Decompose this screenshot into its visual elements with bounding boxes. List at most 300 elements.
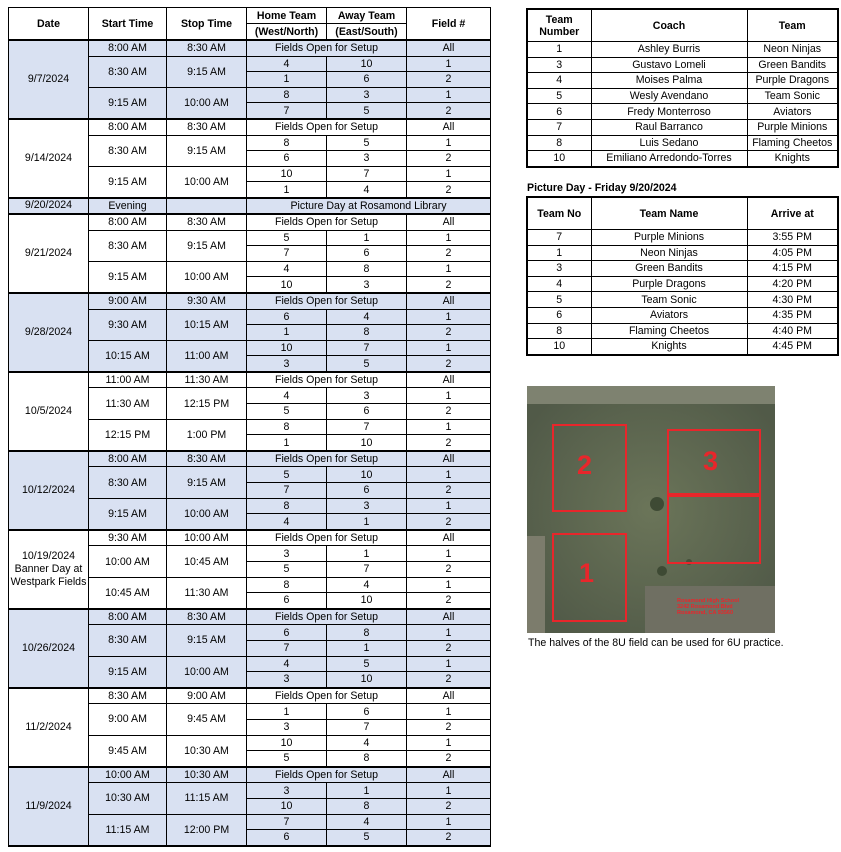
field-number: 1: [407, 261, 491, 277]
schedule-week-block: [9, 451, 491, 530]
picture-day-team-row: [527, 323, 838, 339]
setup-label: Fields Open for Setup: [247, 293, 407, 309]
slot-stop-time: 11:15 AM: [167, 783, 247, 814]
home-team-number: 3: [247, 356, 327, 372]
slot-stop-time: 9:15 AM: [167, 135, 247, 166]
setup-start-time: 8:00 AM: [89, 609, 167, 625]
field-number: 2: [407, 562, 491, 578]
slot-stop-time: 11:00 AM: [167, 340, 247, 372]
home-team-number: 3: [247, 783, 327, 799]
picture-day-start: Evening: [89, 198, 167, 214]
setup-label: Fields Open for Setup: [247, 609, 407, 625]
team-row: [527, 57, 838, 73]
field-number-3: 3: [703, 446, 719, 476]
header-home-team: Home Team: [247, 8, 327, 24]
picture-day-text: Picture Day at Rosamond Library: [247, 198, 491, 214]
slot-stop-time: 1:00 PM: [167, 419, 247, 451]
team-no: 8: [527, 323, 591, 339]
setup-label: Fields Open for Setup: [247, 688, 407, 704]
team-name: Flaming Cheetos: [591, 323, 747, 339]
header-team-number: Team Number: [527, 9, 591, 42]
coach-name: Ashley Burris: [591, 42, 747, 58]
field-number: 2: [407, 182, 491, 198]
away-team-number: 8: [327, 625, 407, 641]
picture-day-table: [526, 196, 839, 356]
team-row: [527, 42, 838, 58]
slot-stop-time: 11:30 AM: [167, 577, 247, 609]
arrive-time: 4:40 PM: [747, 323, 838, 339]
setup-start-time: 9:00 AM: [89, 293, 167, 309]
home-team-number: 10: [247, 277, 327, 293]
setup-start-time: 9:30 AM: [89, 530, 167, 546]
home-team-number: 4: [247, 56, 327, 72]
home-team-number: 7: [247, 246, 327, 262]
school-name: Rosamond High School: [677, 598, 740, 604]
field-number: 2: [407, 103, 491, 119]
away-team-number: 3: [327, 277, 407, 293]
week-date: 9/7/2024: [9, 40, 89, 119]
home-team-number: 8: [247, 498, 327, 514]
field-number: 2: [407, 435, 491, 451]
field-number: 1: [407, 388, 491, 404]
home-team-number: 7: [247, 814, 327, 830]
slot-stop-time: 10:30 AM: [167, 735, 247, 767]
setup-row: [9, 688, 491, 704]
coach-name: Raul Barranco: [591, 119, 747, 135]
field-number: 2: [407, 514, 491, 530]
team-no: 1: [527, 245, 591, 261]
team-name: Purple Dragons: [591, 276, 747, 292]
slot-stop-time: 9:15 AM: [167, 56, 247, 87]
away-team-number: 10: [327, 672, 407, 688]
school-city: Rosamond, CA 93560: [677, 610, 734, 616]
field-number: 1: [407, 56, 491, 72]
away-team-number: 7: [327, 719, 407, 735]
setup-start-time: 8:00 AM: [89, 40, 167, 56]
schedule-week-block: [9, 372, 491, 451]
home-team-number: 1: [247, 72, 327, 88]
setup-field-all: All: [407, 609, 491, 625]
home-team-number: 6: [247, 593, 327, 609]
header-team-no: Team No: [527, 197, 591, 230]
setup-stop-time: 8:30 AM: [167, 451, 247, 467]
home-team-number: 10: [247, 735, 327, 751]
setup-stop-time: 8:30 AM: [167, 609, 247, 625]
setup-label: Fields Open for Setup: [247, 767, 407, 783]
away-team-number: 7: [327, 419, 407, 435]
picture-day-team-row: [527, 339, 838, 355]
field-number: 1: [407, 546, 491, 562]
picture-day-block: [9, 198, 491, 214]
slot-start-time: 9:15 AM: [89, 261, 167, 293]
setup-label: Fields Open for Setup: [247, 40, 407, 56]
home-team-number: 7: [247, 483, 327, 499]
away-team-number: 8: [327, 751, 407, 767]
slot-start-time: 9:15 AM: [89, 656, 167, 688]
slot-stop-time: 10:15 AM: [167, 309, 247, 340]
arrive-time: 4:15 PM: [747, 261, 838, 277]
setup-row: [9, 609, 491, 625]
setup-start-time: 10:00 AM: [89, 767, 167, 783]
header-team: Team: [747, 9, 838, 42]
slot-start-time: 10:45 AM: [89, 577, 167, 609]
team-no: 5: [527, 292, 591, 308]
picture-day-row: [9, 198, 491, 214]
home-team-number: 5: [247, 404, 327, 420]
setup-field-all: All: [407, 119, 491, 135]
field-number: 1: [407, 656, 491, 672]
field-number: 1: [407, 419, 491, 435]
week-date: 10/26/2024: [9, 609, 89, 688]
setup-row: [9, 767, 491, 783]
header-arrive-at: Arrive at: [747, 197, 838, 230]
picture-day-team-row: [527, 292, 838, 308]
slot-start-time: 9:15 AM: [89, 498, 167, 530]
team-number: 7: [527, 119, 591, 135]
home-team-number: 6: [247, 151, 327, 167]
away-team-number: 6: [327, 404, 407, 420]
home-team-number: 8: [247, 577, 327, 593]
slot-start-time: 8:30 AM: [89, 625, 167, 656]
team-no: 4: [527, 276, 591, 292]
setup-stop-time: 9:00 AM: [167, 688, 247, 704]
setup-field-all: All: [407, 293, 491, 309]
picture-day-title: Picture Day - Friday 9/20/2024: [527, 182, 677, 194]
team-no: 6: [527, 307, 591, 323]
setup-start-time: 11:00 AM: [89, 372, 167, 388]
slot-stop-time: 9:15 AM: [167, 467, 247, 498]
away-team-number: 5: [327, 356, 407, 372]
field-number: 1: [407, 166, 491, 182]
setup-stop-time: 9:30 AM: [167, 293, 247, 309]
week-date: 9/14/2024: [9, 119, 89, 198]
team-number: 5: [527, 88, 591, 104]
slot-stop-time: 10:00 AM: [167, 166, 247, 198]
team-row: [527, 135, 838, 151]
away-team-number: 6: [327, 246, 407, 262]
home-team-number: 10: [247, 340, 327, 356]
away-team-number: 4: [327, 735, 407, 751]
arrive-time: 4:35 PM: [747, 307, 838, 323]
team-name: Neon Ninjas: [747, 42, 838, 58]
slot-start-time: 11:30 AM: [89, 388, 167, 419]
picture-day-team-row: [527, 230, 838, 246]
slot-stop-time: 12:15 PM: [167, 388, 247, 419]
schedule-week-block: [9, 214, 491, 293]
team-roster-table: [526, 8, 839, 168]
field-number: 1: [407, 230, 491, 246]
setup-start-time: 8:00 AM: [89, 119, 167, 135]
field-number: 1: [407, 783, 491, 799]
header-away-direction: (East/South): [327, 24, 407, 41]
setup-row: [9, 293, 491, 309]
setup-stop-time: 8:30 AM: [167, 119, 247, 135]
away-team-number: 8: [327, 261, 407, 277]
game-schedule-table: [8, 7, 491, 847]
coach-name: Emiliano Arredondo-Torres: [591, 151, 747, 167]
slot-start-time: 10:30 AM: [89, 783, 167, 814]
home-team-number: 1: [247, 325, 327, 341]
schedule-week-block: [9, 293, 491, 372]
home-team-number: 5: [247, 230, 327, 246]
away-team-number: 6: [327, 483, 407, 499]
slot-start-time: 9:30 AM: [89, 309, 167, 340]
schedule-week-block: [9, 40, 491, 119]
setup-stop-time: 10:00 AM: [167, 530, 247, 546]
team-name: Knights: [591, 339, 747, 355]
team-name: Aviators: [591, 307, 747, 323]
picture-day-team-row: [527, 307, 838, 323]
header-start-time: Start Time: [89, 8, 167, 41]
setup-stop-time: 8:30 AM: [167, 40, 247, 56]
week-date: 10/12/2024: [9, 451, 89, 530]
field-number: 1: [407, 814, 491, 830]
away-team-number: 3: [327, 87, 407, 103]
field-number: 1: [407, 467, 491, 483]
setup-field-all: All: [407, 214, 491, 230]
team-number: 1: [527, 42, 591, 58]
home-team-number: 8: [247, 135, 327, 151]
field-number: 1: [407, 135, 491, 151]
away-team-number: 8: [327, 798, 407, 814]
field-number: 1: [407, 309, 491, 325]
coach-name: Luis Sedano: [591, 135, 747, 151]
schedule-week-block: [9, 530, 491, 609]
away-team-number: 4: [327, 814, 407, 830]
home-team-number: 4: [247, 388, 327, 404]
field-number: 1: [407, 577, 491, 593]
team-number: 6: [527, 104, 591, 120]
week-date: 9/21/2024: [9, 214, 89, 293]
field-number: 2: [407, 640, 491, 656]
away-team-number: 4: [327, 309, 407, 325]
field-number: 2: [407, 593, 491, 609]
setup-start-time: 8:00 AM: [89, 214, 167, 230]
schedule-week-block: [9, 119, 491, 198]
home-team-number: 10: [247, 798, 327, 814]
home-team-number: 8: [247, 419, 327, 435]
setup-row: [9, 451, 491, 467]
team-name: Purple Minions: [747, 119, 838, 135]
setup-field-all: All: [407, 530, 491, 546]
field-number: 2: [407, 325, 491, 341]
away-team-number: 7: [327, 562, 407, 578]
away-team-number: 10: [327, 467, 407, 483]
slot-stop-time: 9:15 AM: [167, 625, 247, 656]
slot-start-time: 8:30 AM: [89, 230, 167, 261]
away-team-number: 10: [327, 593, 407, 609]
setup-start-time: 8:00 AM: [89, 451, 167, 467]
setup-label: Fields Open for Setup: [247, 530, 407, 546]
away-team-number: 6: [327, 72, 407, 88]
setup-row: [9, 214, 491, 230]
team-number: 8: [527, 135, 591, 151]
field-number: 2: [407, 151, 491, 167]
slot-start-time: 8:30 AM: [89, 467, 167, 498]
field-number: 2: [407, 404, 491, 420]
picture-day-team-row: [527, 245, 838, 261]
team-name: Purple Minions: [591, 230, 747, 246]
arrive-time: 4:45 PM: [747, 339, 838, 355]
away-team-number: 3: [327, 498, 407, 514]
setup-label: Fields Open for Setup: [247, 214, 407, 230]
team-row: [527, 88, 838, 104]
coach-name: Moises Palma: [591, 73, 747, 89]
team-no: 10: [527, 339, 591, 355]
team-name: Neon Ninjas: [591, 245, 747, 261]
field-number: 1: [407, 625, 491, 641]
field-number: 2: [407, 246, 491, 262]
slot-stop-time: 9:45 AM: [167, 704, 247, 735]
home-team-number: 1: [247, 435, 327, 451]
school-address-overlay: [677, 598, 739, 616]
field-number-2: 2: [577, 450, 593, 480]
away-team-number: 8: [327, 325, 407, 341]
slot-stop-time: 10:00 AM: [167, 261, 247, 293]
setup-field-all: All: [407, 688, 491, 704]
home-team-number: 10: [247, 166, 327, 182]
team-number: 3: [527, 57, 591, 73]
team-name: Team Sonic: [747, 88, 838, 104]
setup-row: [9, 372, 491, 388]
home-team-number: 3: [247, 672, 327, 688]
header-date: Date: [9, 8, 89, 41]
week-date: 11/9/2024: [9, 767, 89, 846]
away-team-number: 4: [327, 577, 407, 593]
home-team-number: 4: [247, 261, 327, 277]
slot-start-time: 9:45 AM: [89, 735, 167, 767]
schedule-week-block: [9, 688, 491, 767]
slot-start-time: 11:15 AM: [89, 814, 167, 846]
field-number: 1: [407, 340, 491, 356]
setup-stop-time: 10:30 AM: [167, 767, 247, 783]
away-team-number: 5: [327, 135, 407, 151]
picture-day-team-row: [527, 276, 838, 292]
field-number: 2: [407, 751, 491, 767]
slot-start-time: 10:15 AM: [89, 340, 167, 372]
slot-start-time: 9:00 AM: [89, 704, 167, 735]
header-away-team: Away Team: [327, 8, 407, 24]
field-map-aerial-image: [527, 386, 775, 633]
away-team-number: 7: [327, 166, 407, 182]
away-team-number: 1: [327, 546, 407, 562]
team-row: [527, 151, 838, 167]
week-date: 9/28/2024: [9, 293, 89, 372]
header-home-direction: (West/North): [247, 24, 327, 41]
team-name: Purple Dragons: [747, 73, 838, 89]
away-team-number: 10: [327, 435, 407, 451]
home-team-number: 5: [247, 562, 327, 578]
field-number: 2: [407, 830, 491, 846]
home-team-number: 4: [247, 514, 327, 530]
home-team-number: 8: [247, 87, 327, 103]
slot-start-time: 12:15 PM: [89, 419, 167, 451]
away-team-number: 3: [327, 388, 407, 404]
slot-stop-time: 10:00 AM: [167, 656, 247, 688]
field-number-1: 1: [579, 558, 595, 588]
field-number: 2: [407, 483, 491, 499]
slot-start-time: 9:15 AM: [89, 166, 167, 198]
setup-stop-time: 11:30 AM: [167, 372, 247, 388]
team-number: 4: [527, 73, 591, 89]
week-date: 10/5/2024: [9, 372, 89, 451]
field-number: 1: [407, 735, 491, 751]
field-number: 2: [407, 672, 491, 688]
slot-stop-time: 10:00 AM: [167, 498, 247, 530]
setup-field-all: All: [407, 767, 491, 783]
team-no: 3: [527, 261, 591, 277]
field-number: 2: [407, 798, 491, 814]
header-stop-time: Stop Time: [167, 8, 247, 41]
arrive-time: 4:20 PM: [747, 276, 838, 292]
setup-row: [9, 530, 491, 546]
away-team-number: 3: [327, 151, 407, 167]
slot-stop-time: 12:00 PM: [167, 814, 247, 846]
home-team-number: 6: [247, 830, 327, 846]
team-no: 7: [527, 230, 591, 246]
field-number: 1: [407, 87, 491, 103]
week-date: 11/2/2024: [9, 688, 89, 767]
team-row: [527, 104, 838, 120]
slot-start-time: 8:30 AM: [89, 135, 167, 166]
away-team-number: 1: [327, 783, 407, 799]
setup-field-all: All: [407, 372, 491, 388]
slot-start-time: 10:00 AM: [89, 546, 167, 577]
header-coach: Coach: [591, 9, 747, 42]
field-number: 1: [407, 498, 491, 514]
header-team-name: Team Name: [591, 197, 747, 230]
setup-row: [9, 119, 491, 135]
coach-name: Gustavo Lomeli: [591, 57, 747, 73]
slot-stop-time: 10:00 AM: [167, 87, 247, 119]
slot-stop-time: 10:45 AM: [167, 546, 247, 577]
field-number: 1: [407, 704, 491, 720]
home-team-number: 5: [247, 751, 327, 767]
home-team-number: 7: [247, 640, 327, 656]
team-number: 10: [527, 151, 591, 167]
schedule-week-block: [9, 609, 491, 688]
setup-label: Fields Open for Setup: [247, 451, 407, 467]
slot-start-time: 9:15 AM: [89, 87, 167, 119]
setup-row: [9, 40, 491, 56]
team-name: Green Bandits: [747, 57, 838, 73]
setup-field-all: All: [407, 451, 491, 467]
away-team-number: 5: [327, 830, 407, 846]
home-team-number: 7: [247, 103, 327, 119]
week-date: 10/19/2024 Banner Day at Westpark Fields: [9, 530, 89, 609]
home-team-number: 1: [247, 182, 327, 198]
home-team-number: 3: [247, 546, 327, 562]
home-team-number: 3: [247, 719, 327, 735]
team-row: [527, 119, 838, 135]
coach-name: Fredy Monterroso: [591, 104, 747, 120]
team-name: Green Bandits: [591, 261, 747, 277]
away-team-number: 5: [327, 656, 407, 672]
picture-day-team-row: [527, 261, 838, 277]
away-team-number: 4: [327, 182, 407, 198]
setup-start-time: 8:30 AM: [89, 688, 167, 704]
home-team-number: 6: [247, 625, 327, 641]
home-team-number: 1: [247, 704, 327, 720]
arrive-time: 4:05 PM: [747, 245, 838, 261]
field-number: 2: [407, 356, 491, 372]
school-street: 3242 Rosamond Blvd: [677, 604, 733, 610]
slot-stop-time: 9:15 AM: [167, 230, 247, 261]
field-map-caption: The halves of the 8U field can be used for 6U practice.: [528, 637, 784, 649]
team-row: [527, 73, 838, 89]
picture-day-date: 9/20/2024: [9, 198, 89, 214]
picture-day-stop-empty: [167, 198, 247, 214]
